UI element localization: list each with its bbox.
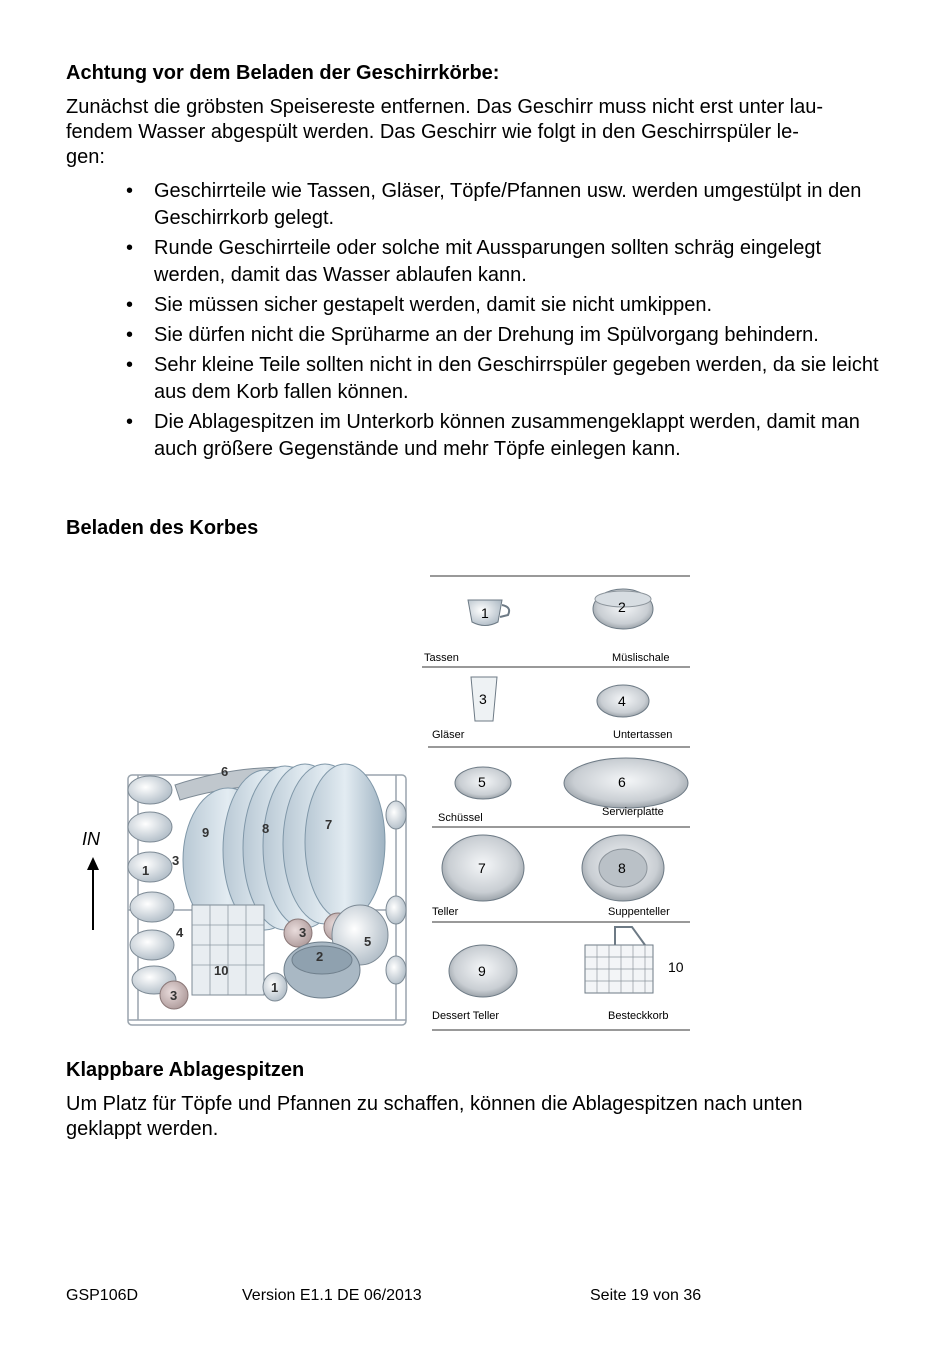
footer-model: GSP106D [66, 1287, 139, 1304]
basket-number: 9 [202, 825, 210, 840]
legend-label: Servierplatte [602, 806, 664, 818]
legend-label: Müslischale [612, 652, 670, 664]
list-item-text: Sie müssen sicher gestapelt werden, damit sie nicht umkippen. [154, 294, 713, 316]
svg-text:7: 7 [478, 860, 486, 876]
bullet-icon: • [126, 294, 134, 316]
legend-label: Teller [432, 906, 459, 918]
basket-number: 3 [172, 853, 180, 868]
intro-line-2: fendem Wasser abgespült werden. Das Geschirr wie folgt in den Geschirrspüler le- [66, 121, 799, 143]
dish-legend [422, 576, 690, 1030]
basket-number: 8 [262, 821, 270, 836]
list-item [120, 409, 890, 463]
svg-text:1: 1 [481, 605, 489, 621]
legend-item-soup-plate [582, 835, 670, 918]
direction-label: IN [82, 829, 100, 849]
loading-rules-list [120, 178, 890, 466]
footer-page-number: Seite 19 von 36 [590, 1287, 702, 1304]
svg-text:2: 2 [618, 599, 626, 615]
legend-label: Dessert Teller [432, 1010, 500, 1022]
svg-text:10: 10 [668, 959, 684, 975]
basket-number: 2 [316, 949, 324, 964]
legend-item-cereal-bowl [593, 589, 669, 664]
list-item-text: Die Ablagespitzen im Unterkorb können zusammengeklappt werden, damit man auch größere Gegenstände und mehr Töpfe einlegen kann. [154, 411, 860, 460]
list-item-text: Sie dürfen nicht die Sprüharme an der Drehung im Spülvorgang behindern. [154, 324, 819, 346]
basket-loading-diagram [70, 565, 710, 1040]
legend-item-bowl [438, 767, 511, 824]
legend-item-dessert-plate [432, 945, 517, 1022]
svg-text:3: 3 [479, 691, 487, 707]
basket-number: 4 [176, 925, 184, 940]
basket-number: 3 [299, 925, 307, 940]
svg-text:6: 6 [618, 774, 626, 790]
basket-number: 1 [271, 980, 279, 995]
legend-label: Besteckkorb [608, 1010, 669, 1022]
legend-item-plate [432, 835, 524, 918]
basket-number: 3 [170, 988, 178, 1003]
legend-label: Schüssel [438, 812, 483, 824]
list-item [120, 322, 890, 349]
svg-text:5: 5 [478, 774, 486, 790]
legend-item-glass [432, 677, 497, 741]
basket-number: 10 [214, 963, 229, 978]
list-item [120, 292, 890, 319]
list-item-text: Sehr kleine Teile sollten nicht in den Geschirrspüler gegeben werden, da sie leicht aus dem Korb fallen können. [154, 354, 879, 403]
legend-label: Untertassen [613, 729, 673, 741]
legend-label: Gläser [432, 729, 465, 741]
list-item-text: Geschirrteile wie Tassen, Gläser, Töpfe/Pfannen usw. werden umgestülpt in den Geschirrkorb gelegt. [154, 180, 862, 229]
arrow-head-icon [87, 857, 99, 870]
bullet-icon: • [126, 324, 134, 346]
legend-label: Tassen [424, 652, 459, 664]
basket-illustration [128, 764, 406, 1025]
list-item-text: Runde Geschirrteile oder solche mit Aussparungen sollten schräg eingelegt werden, damit das Wasser ablaufen kann. [154, 237, 822, 286]
legend-item-saucer [597, 685, 672, 741]
intro-line-3: gen: [66, 146, 105, 168]
folding-tines-line-2: geklappt werden. [66, 1118, 219, 1140]
svg-text:8: 8 [618, 860, 626, 876]
intro-line-1: Zunächst die gröbsten Speisereste entfernen. Das Geschirr muss nicht erst unter lau- [66, 96, 824, 118]
basket-number: 6 [221, 764, 229, 779]
basket-number: 7 [325, 817, 333, 832]
bullet-icon: • [126, 411, 134, 433]
list-item [120, 178, 890, 232]
legend-label: Suppenteller [608, 906, 670, 918]
section-heading-loading-notes: Achtung vor dem Beladen der Geschirrkörbe: [66, 62, 500, 84]
legend-item-cutlery-basket [585, 927, 684, 1022]
folding-tines-line-1: Um Platz für Töpfe und Pfannen zu schaffen, können die Ablagespitzen nach unten [66, 1093, 803, 1115]
section-heading-folding-tines: Klappbare Ablagespitzen [66, 1059, 305, 1081]
list-item [120, 352, 890, 406]
basket-number: 1 [142, 863, 150, 878]
list-item [120, 235, 890, 289]
footer-version: Version E1.1 DE 06/2013 [242, 1287, 422, 1304]
basket-number: 5 [364, 934, 372, 949]
bullet-icon: • [126, 354, 134, 376]
svg-text:4: 4 [618, 693, 626, 709]
bullet-icon: • [126, 237, 134, 259]
legend-item-cup [424, 600, 509, 664]
bullet-icon: • [126, 180, 134, 202]
legend-item-serving-platter [564, 758, 688, 818]
svg-text:9: 9 [478, 963, 486, 979]
section-heading-basket-loading: Beladen des Korbes [66, 517, 259, 539]
